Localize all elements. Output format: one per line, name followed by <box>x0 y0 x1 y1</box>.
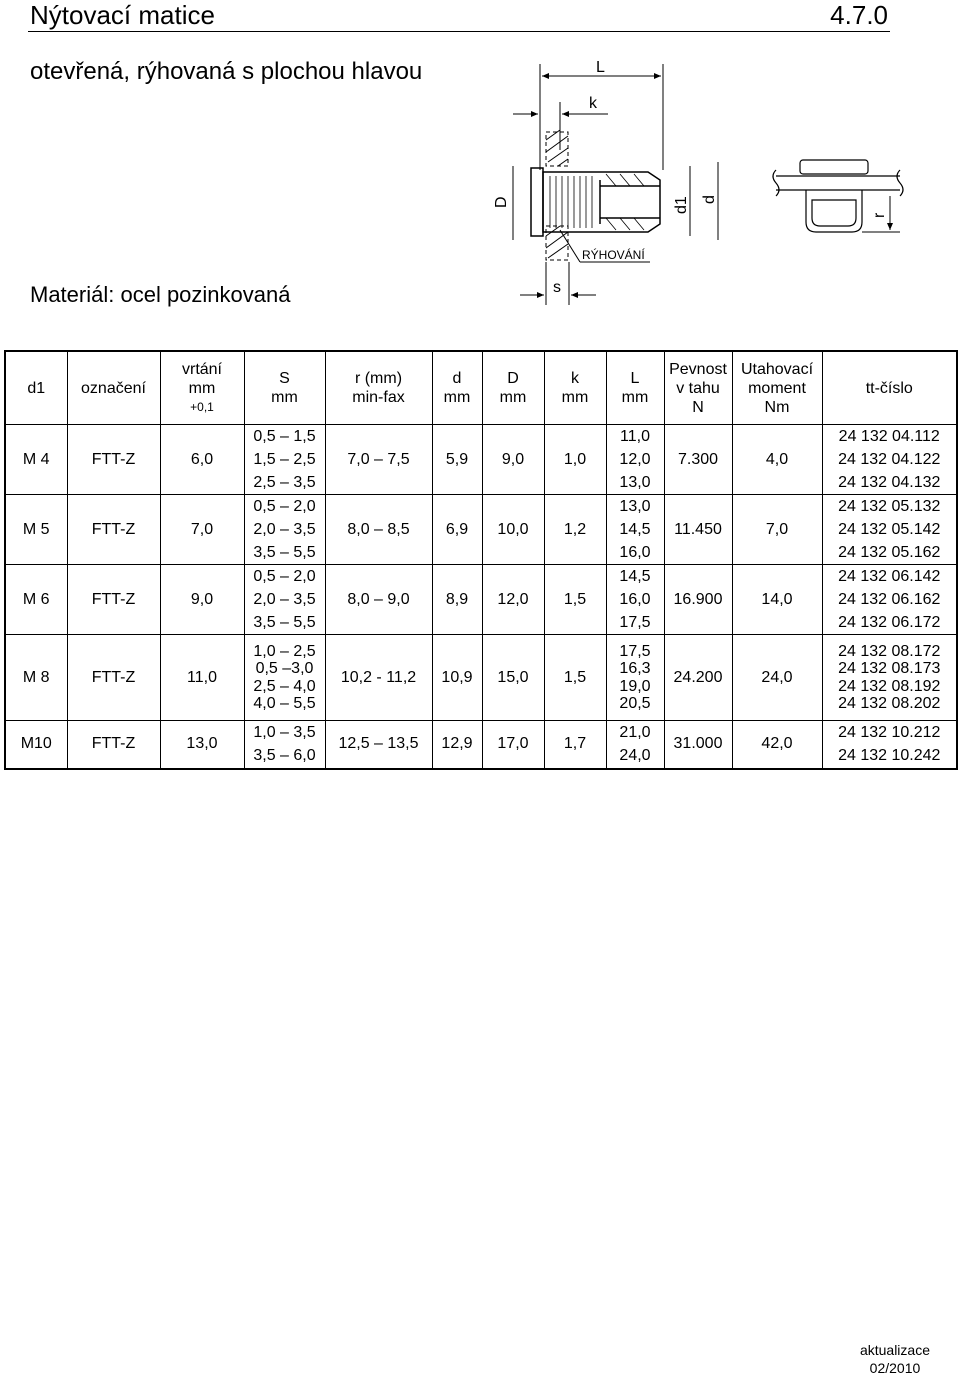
material-label: Materiál: ocel pozinkovaná <box>30 282 291 307</box>
product-subtitle: otevřená, rýhovaná s plochou hlavou <box>30 58 423 85</box>
label-k: k <box>589 95 597 112</box>
table-row: M10 FTT-Z 13,0 1,0 – 3,5 3,5 – 6,0 12,5 – 13,5 12,9 17,0 1,7 21,0 24,0 31.000 42,0 24 132 10.212 24 132 10.242 <box>5 721 957 769</box>
installed-view <box>773 160 903 232</box>
label-s: s <box>553 279 561 296</box>
technical-drawing <box>0 0 960 320</box>
table-row: M 8 FTT-Z 11,0 1,0 – 2,5 0,5 –3,0 2,5 – 4,0 4,0 – 5,5 10,2 - 11,2 10,9 15,0 1,5 17,5 16,3 19,0 20,5 24.200 24,0 24 132 08.172 24 132 08.173 24 132 08.192 24 132 08.202 <box>5 635 957 721</box>
thread-hatch <box>606 174 644 230</box>
col-L: L mm <box>606 351 664 425</box>
update-note: aktualizace 02/2010 <box>859 1342 930 1376</box>
spec-table <box>4 350 958 770</box>
label-D: D <box>493 196 510 208</box>
col-k: k mm <box>544 351 606 425</box>
knurl-lines <box>550 176 592 228</box>
section-number: 4.7.0 <box>830 0 888 30</box>
page-title: Nýtovací matice <box>30 0 215 30</box>
col-d: d mm <box>432 351 482 425</box>
label-L: L <box>596 59 605 76</box>
col-vrtani: vrtání mm +0,1 <box>160 351 244 425</box>
col-s: S mm <box>244 351 325 425</box>
col-r: r (mm) min-fax <box>325 351 432 425</box>
col-D: D mm <box>482 351 544 425</box>
label-d: d <box>701 195 718 204</box>
col-d1: d1 <box>5 351 67 425</box>
sheet-hatching <box>546 130 568 260</box>
table-header-row <box>5 351 957 425</box>
label-d1: d1 <box>673 196 690 214</box>
table-row: M 4 FTT-Z 6,0 0,5 – 1,5 1,5 – 2,5 2,5 – 3,5 7,0 – 7,5 5,9 9,0 1,0 11,0 12,0 13,0 7.300 4,0 24 132 04.112 24 132 04.122 24 132 04.132 <box>5 425 957 495</box>
col-moment: Utahovací moment Nm <box>732 351 822 425</box>
table-row: M 6 FTT-Z 9,0 0,5 – 2,0 2,0 – 3,5 3,5 – 5,5 8,0 – 9,0 8,9 12,0 1,5 14,5 16,0 17,5 16.900 14,0 24 132 06.142 24 132 06.162 24 132 06.172 <box>5 565 957 635</box>
label-knurling: RÝHOVÁNÍ <box>582 248 645 262</box>
col-tt: tt-číslo <box>822 351 957 425</box>
table-row: M 5 FTT-Z 7,0 0,5 – 2,0 2,0 – 3,5 3,5 – 5,5 8,0 – 8,5 6,9 10,0 1,2 13,0 14,5 16,0 11.450 7,0 24 132 05.132 24 132 05.142 24 132 05.162 <box>5 495 957 565</box>
knurling-leader <box>560 230 580 262</box>
col-pevnost: Pevnost v tahu N <box>664 351 732 425</box>
col-oznaceni: označení <box>67 351 160 425</box>
label-r: r <box>871 212 888 218</box>
